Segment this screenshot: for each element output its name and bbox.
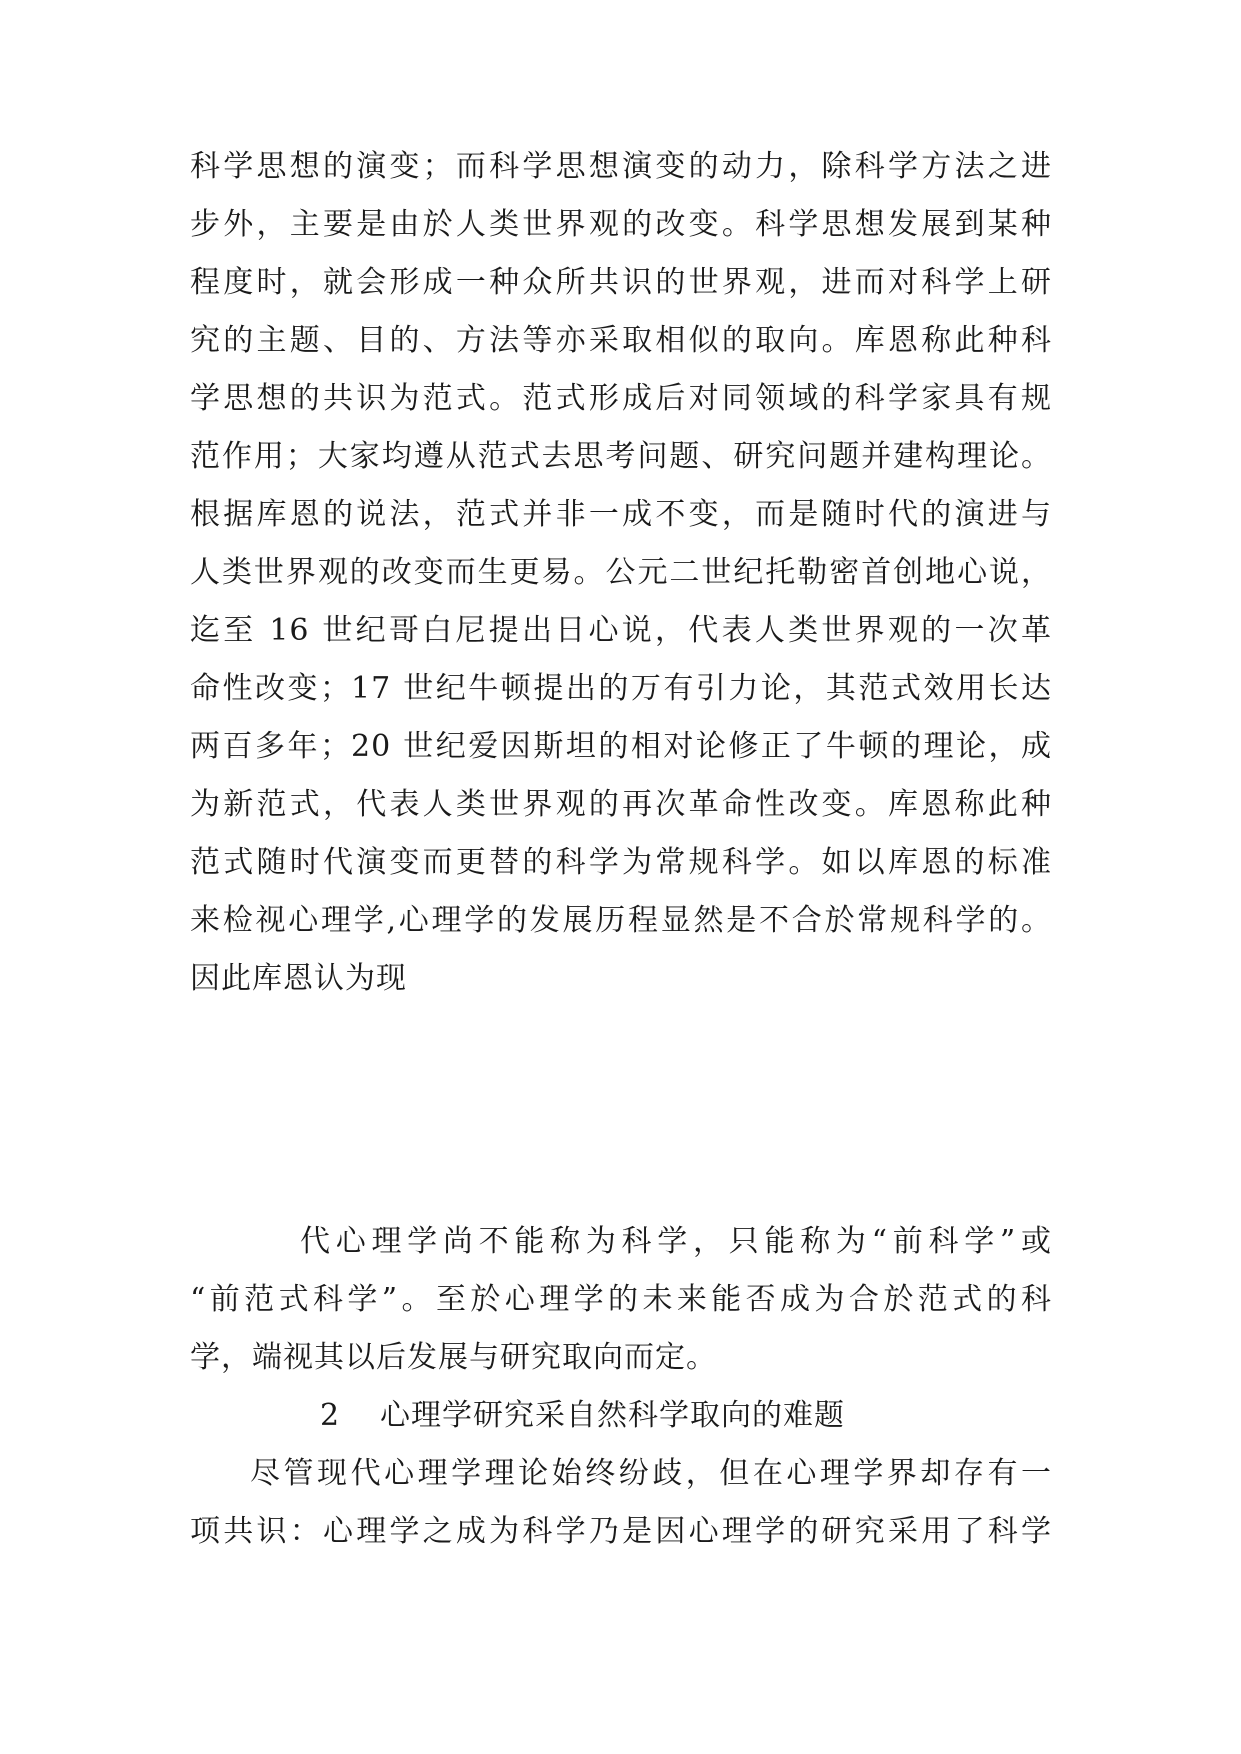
text-line: 两百多年；20 世纪爱因斯坦的相对论修正了牛顿的理论，成 xyxy=(190,729,1052,764)
text-line: “前范式科学”。至於心理学的未来能否成为合於范式的科 xyxy=(190,1282,1052,1317)
text-line: 范式随时代演变而更替的科学为常规科学。如以库恩的标准 xyxy=(190,845,1052,880)
text-line: 程度时，就会形成一种众所共识的世界观，进而对科学上研 xyxy=(190,265,1052,300)
text-line: 范作用；大家均遵从范式去思考问题、研究问题并建构理论。 xyxy=(190,439,1052,474)
text-line: 步外，主要是由於人类世界观的改变。科学思想发展到某种 xyxy=(190,207,1052,242)
text-line: 为新范式，代表人类世界观的再次革命性改变。库恩称此种 xyxy=(190,787,1052,822)
section-title: 心理学研究采自然科学取向的难题 xyxy=(380,1398,845,1433)
text-line: 人类世界观的改变而生更易。公元二世纪托勒密首创地心说， xyxy=(190,555,1052,590)
section-heading xyxy=(320,1387,845,1445)
text-line: 命性改变；17 世纪牛顿提出的万有引力论，其范式效用长达 xyxy=(190,671,1052,706)
text-line: 项共识：心理学之成为科学乃是因心理学的研究采用了科学 xyxy=(190,1514,1052,1549)
text-line: 学思想的共识为范式。范式形成后对同领域的科学家具有规 xyxy=(190,381,1052,416)
text-line: 究的主题、目的、方法等亦采取相似的取向。库恩称此种科 xyxy=(190,323,1052,358)
text-line: 根据库恩的说法，范式并非一成不变，而是随时代的演进与 xyxy=(190,497,1052,532)
text-line: 因此库恩认为现 xyxy=(190,961,407,996)
text-line: 科学思想的演变；而科学思想演变的动力，除科学方法之进 xyxy=(190,149,1052,184)
text-line: 学，端视其以后发展与研究取向而定。 xyxy=(190,1340,717,1375)
text-line: 代心理学尚不能称为科学，只能称为“前科学”或 xyxy=(300,1224,1052,1259)
text-line: 尽管现代心理学理论始终纷歧，但在心理学界却存有一 xyxy=(250,1456,1052,1491)
section-number: 2 xyxy=(320,1398,341,1433)
text-line: 来检视心理学,心理学的发展历程显然是不合於常规科学的。 xyxy=(190,903,1052,938)
text-line: 迄至 16 世纪哥白尼提出日心说，代表人类世界观的一次革 xyxy=(190,613,1052,648)
